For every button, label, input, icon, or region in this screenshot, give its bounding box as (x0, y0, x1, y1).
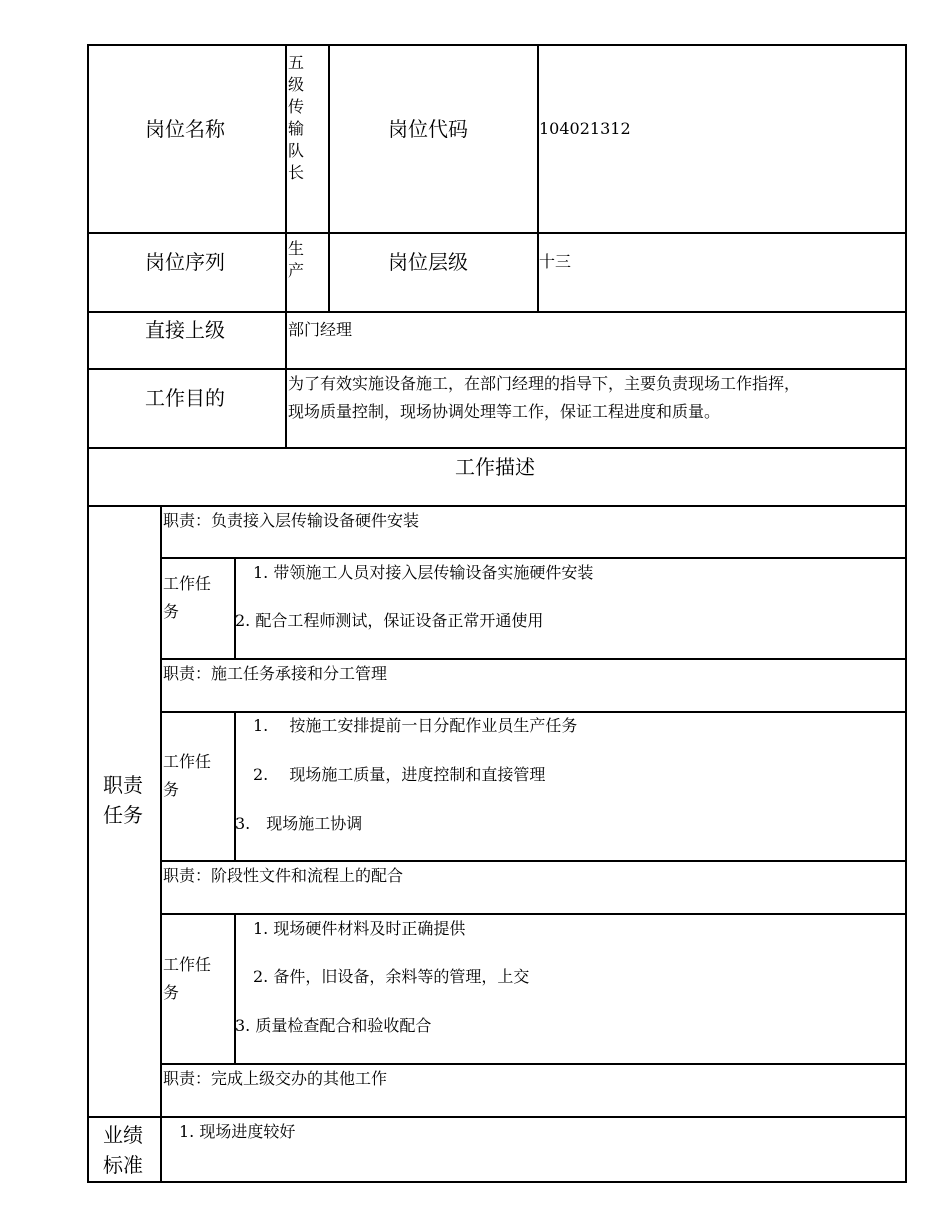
duty-title: 职责：施工任务承接和分工管理 (163, 664, 388, 683)
purpose-text-line-1: 为了有效实施设备施工，在部门经理的指导下，主要负责现场工作指挥， (288, 374, 801, 393)
purpose-label: 工作目的 (145, 386, 225, 410)
rule (234, 557, 236, 660)
rule (234, 711, 236, 862)
task-item: 1. 现场硬件材料及时正确提供 (253, 919, 466, 938)
rule (87, 311, 907, 313)
rule (87, 368, 907, 370)
rule (160, 860, 907, 862)
post-code-value: 104021312 (539, 119, 631, 138)
task-item: 3. 现场施工协调 (235, 814, 363, 833)
rule (87, 447, 907, 449)
rule (87, 1116, 907, 1118)
superior-label: 直接上级 (145, 318, 225, 342)
rule (537, 44, 539, 313)
post-series-value: 生产 (288, 239, 305, 280)
rule (160, 557, 907, 559)
superior-value: 部门经理 (288, 320, 353, 339)
task-item: 2. 备件，旧设备，余料等的管理，上交 (253, 967, 530, 986)
rule (160, 711, 907, 713)
task-item: 1. 带领施工人员对接入层传输设备实施硬件安装 (253, 563, 594, 582)
rule (285, 44, 287, 449)
task-label: 工作任务 (163, 955, 212, 1002)
rule (160, 1063, 907, 1065)
duty-title: 职责：阶段性文件和流程上的配合 (163, 866, 404, 885)
post-name-value: 五级传输队长 (288, 53, 305, 182)
rule (234, 913, 236, 1065)
task-item: 2. 配合工程师测试，保证设备正常开通使用 (235, 611, 544, 630)
task-label: 工作任务 (163, 574, 212, 621)
rule (87, 1181, 907, 1183)
rule (87, 44, 89, 1183)
performance-label: 业绩标准 (103, 1123, 143, 1177)
task-item: 3. 质量检查配合和验收配合 (235, 1016, 432, 1035)
rule (905, 44, 907, 1183)
post-level-label: 岗位层级 (388, 250, 468, 274)
duty-title: 职责：负责接入层传输设备硬件安装 (163, 511, 420, 530)
section-title: 工作描述 (455, 455, 535, 479)
rule (160, 658, 907, 660)
post-series-label: 岗位序列 (145, 250, 225, 274)
task-item: 1. 按施工安排提前一日分配作业员生产任务 (253, 716, 578, 735)
rule (87, 505, 907, 507)
performance-item: 1. 现场进度较好 (179, 1122, 296, 1141)
purpose-text-line-2: 现场质量控制，现场协调处理等工作，保证工程进度和质量。 (288, 402, 721, 421)
rule (160, 505, 162, 1183)
rule (87, 44, 907, 46)
post-code-label: 岗位代码 (388, 117, 468, 141)
task-label: 工作任务 (163, 752, 212, 799)
rule (87, 232, 907, 234)
duties-label: 职责任务 (103, 773, 143, 827)
rule (328, 44, 330, 313)
post-level-value: 十三 (539, 252, 572, 271)
post-name-label: 岗位名称 (145, 117, 225, 141)
task-item: 2. 现场施工质量，进度控制和直接管理 (253, 765, 546, 784)
duty-title: 职责：完成上级交办的其他工作 (163, 1069, 388, 1088)
rule (160, 913, 907, 915)
